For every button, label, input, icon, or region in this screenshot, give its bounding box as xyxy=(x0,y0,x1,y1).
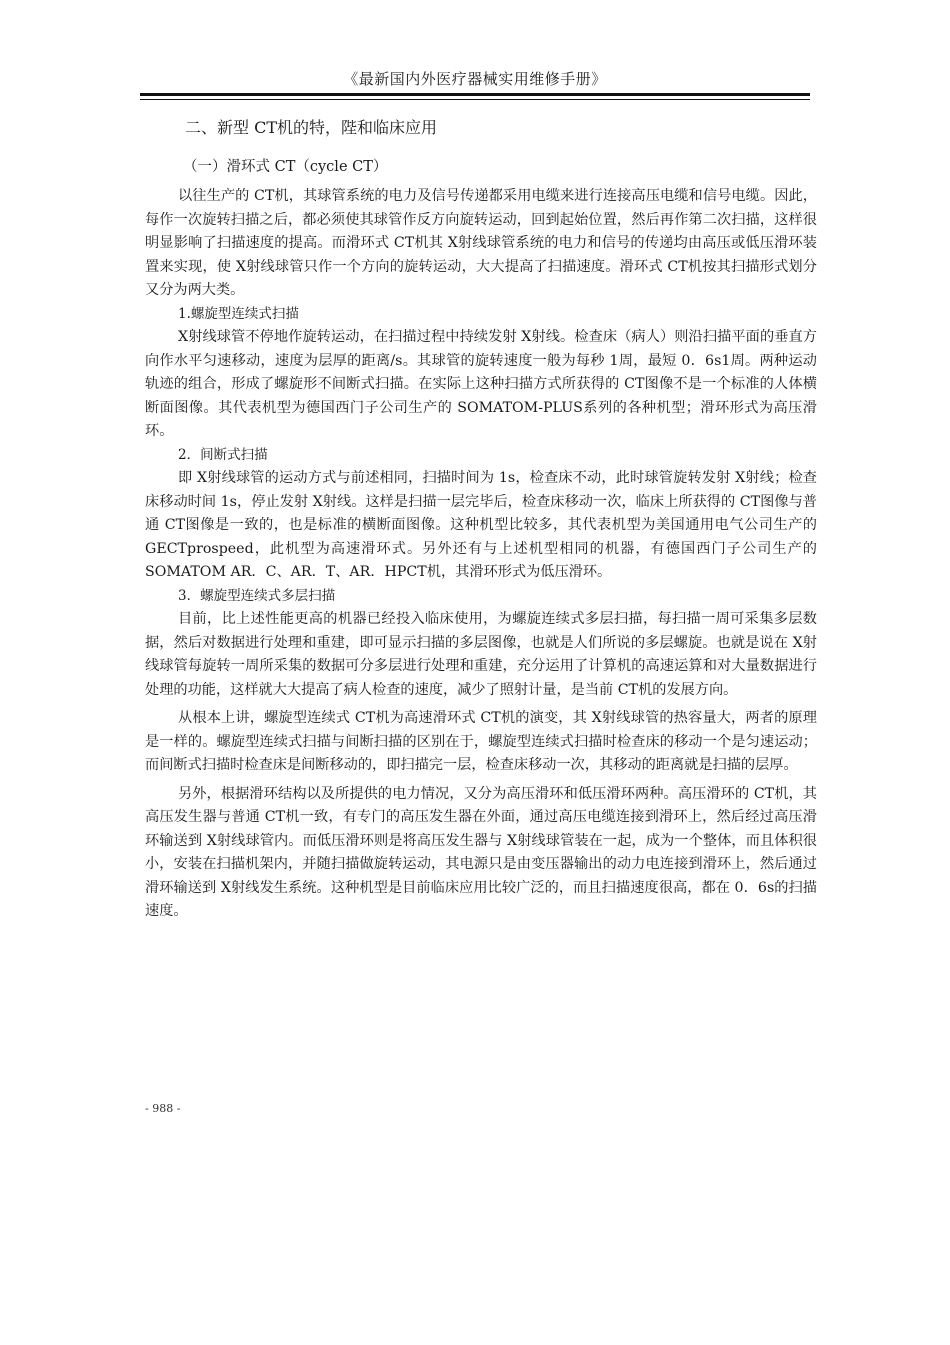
fundamental-paragraph: 从根本上讲，螺旋型连续式 CT机为高速滑环式 CT机的演变，其 X射线球管的热容量大，两者的原理是一样的。螺旋型连续式扫描与间断扫描的区别在于，螺旋型连续式扫描时检查床的移动一个是匀速运动；而间断式扫描时检查床是间断移动的，即扫描完一层，检查床移动一次，其移动的距离就是扫描的层厚。 xyxy=(145,710,817,773)
item-1-body: X射线球管不停地作旋转运动，在扫描过程中持续发射 X射线。检查床（病人）则沿扫描平面的垂直方向作水平匀速移动，速度为层厚的距离/s。其球管的旋转速度一般为每秒 1周，最短 0．6s1周。两种运动轨迹的组合，形成了螺旋形不间断式扫描。在实际上这种扫描方式所获得的 CT图像不是一个标准的人体横断面图像。其代表机型为德国西门子公司生产的 SOMATOM-PLUS系列的各种机型；滑环形式为高压滑环。 xyxy=(145,329,817,439)
item-2-body: 即 X射线球管的运动方式与前述相同，扫描时间为 1s，检查床不动，此时球管旋转发射 X射线；检查床移动时间 1s，停止发射 X射线。这样是扫描一层完毕后，检查床移动一次，临床上所获得的 CT图像与普通 CT图像是一致的，也是标准的横断面图像。这种机型比较多，其代表机型为美国通用电气公司生产的 GECTprospeed，此机型为高速滑环式。另外还有与上述机型相同的机器，有德国西门子公司生产的 SOMATOM AR．C、AR．T、AR．HPCT机，其滑环形式为低压滑环。 xyxy=(145,470,817,580)
item-3-title: 3．螺旋型连续式多层扫描 xyxy=(178,587,336,604)
item-2-title: 2．间断式扫描 xyxy=(178,446,268,463)
item-3-body: 目前，比上述性能更高的机器已经投入临床使用，为螺旋连续式多层扫描，每扫描一周可采集多层数据，然后对数据进行处理和重建，即可显示扫描的多层图像，也就是人们所说的多层螺旋。也就是说在 X射线球管每旋转一周所采集的数据可分多层进行处理和重建，充分运用了计算机的高速运算和对大量数据进行处理的功能，这样就大大提高了病人检查的速度，减少了照射计量，是当前 CT机的发展方向。 xyxy=(145,611,817,698)
item-1-title: 1.螺旋型连续式扫描 xyxy=(178,305,299,322)
header-rule-thin xyxy=(140,99,810,100)
intro-paragraph: 以往生产的 CT机，其球管系统的电力及信号传递都采用电缆来进行连接高压电缆和信号电缆。因此，每作一次旋转扫描之后，都必须使其球管作反方向旋转运动，回到起始位置，然后再作第二次扫描，这样很明显影响了扫描速度的提高。而滑环式 CT机其 X射线球管系统的电力和信号的传递均由高压或低压滑环装置来实现，使 X射线球管只作一个方向的旋转运动，大大提高了扫描速度。滑环式 CT机按其扫描形式划分又分为两大类。 xyxy=(145,188,817,298)
slip-ring-paragraph: 另外，根据滑环结构以及所提供的电力情况，又分为高压滑环和低压滑环两种。高压滑环的 CT机，其高压发生器与普通 CT机一致，有专门的高压发生器在外面，通过高压电缆连接到滑环上，然后经过高压滑环输送到 X射线球管内。而低压滑环则是将高压发生器与 X射线球管装在一起，成为一个整体，而且体积很小，安装在扫描机架内，并随扫描做旋转运动，其电源只是由变压器输出的动力电连接到滑环上，然后通过滑环输送到 X射线发生系统。这种机型是目前临床应用比较广泛的，而且扫描速度很高，都在 0．6s的扫描速度。 xyxy=(145,785,817,919)
page-number: - 988 - xyxy=(145,1102,181,1115)
page-body xyxy=(145,116,817,924)
subsection-heading: （一）滑环式 CT（cycle CT） xyxy=(183,158,388,175)
section-heading: 二、新型 CT机的特，陛和临床应用 xyxy=(185,118,438,137)
header-rule-thick xyxy=(140,93,810,96)
running-header: 《最新国内外医疗器械实用维修手册》 xyxy=(343,70,607,88)
